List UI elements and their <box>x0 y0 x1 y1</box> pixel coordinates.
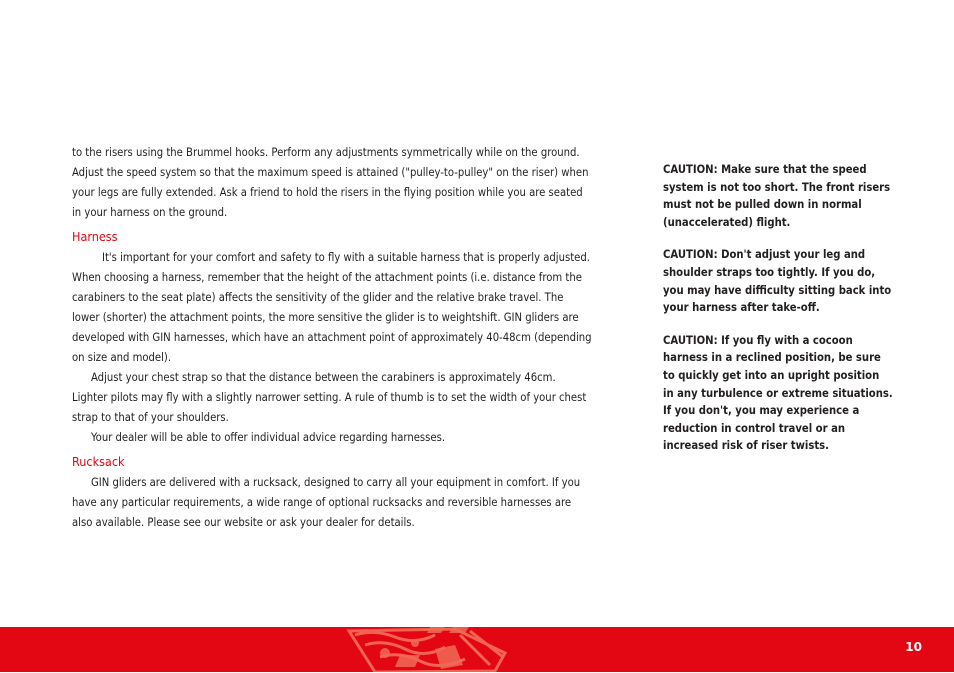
intro-paragraph: to the risers using the Brummel hooks. Perform any adjustments symmetrically while on the ground. Adjust the speed system so that the maximum speed is attained ("pulley-to-pulley" on the riser) when your legs are fully extended. Ask a friend to hold the risers in the flying position while you are seated in your harness on the ground. <box>72 146 589 219</box>
main-text-column <box>72 143 592 533</box>
harness-heading: Harness <box>72 229 118 244</box>
harness-paragraph-3: Your dealer will be able to offer individual advice regarding harnesses. <box>91 431 446 444</box>
harness-paragraph-2: Adjust your chest strap so that the distance between the carabiners is approximately 46cm. Lighter pilots may fly with a slightly narrower setting. A rule of thumb is to set the width of your chest strap to that of your shoulders. <box>72 371 587 424</box>
caution-speed-system: CAUTION: Make sure that the speed system is not too short. The front risers must not be pulled down in normal (unaccelerated) flight. <box>663 163 891 229</box>
caution-straps: CAUTION: Don't adjust your leg and shoulder straps too tightly. If you do, you may have difficulty sitting back into your harness after take-off. <box>663 248 892 315</box>
page-number: 10 <box>905 640 922 654</box>
caution-cocoon-harness: CAUTION: If you fly with a cocoon harness in a reclined position, be sure to quickly get into an upright position in any turbulence or extreme situations. If you don't, you may experience a reduction in control travel or an increased risk of riser twists. <box>663 333 893 453</box>
rucksack-paragraph-1: GIN gliders are delivered with a rucksack, designed to carry all your equipment in comfort. If you have any particular requirements, a wide range of optional rucksacks and reversible harnesses are also available. Please see our website or ask your dealer for details. <box>72 476 581 529</box>
caution-column <box>663 161 893 470</box>
rucksack-heading: Rucksack <box>72 454 125 469</box>
footer-bar <box>0 627 954 672</box>
gin-logo-watermark-icon <box>345 627 515 672</box>
harness-paragraph-1: It's important for your comfort and safety to fly with a suitable harness that is properly adjusted. When choosing a harness, remember that the height of the attachment points (i.e. distance from the carabiners to the seat plate) affects the sensitivity of the glider and the relative brake travel. The lower (shorter) the attachment points, the more sensitive the glider is to weightshift. GIN gliders are developed with GIN harnesses, which have an attachment point of approximately 40-48cm (depending on size and model). <box>72 251 592 364</box>
